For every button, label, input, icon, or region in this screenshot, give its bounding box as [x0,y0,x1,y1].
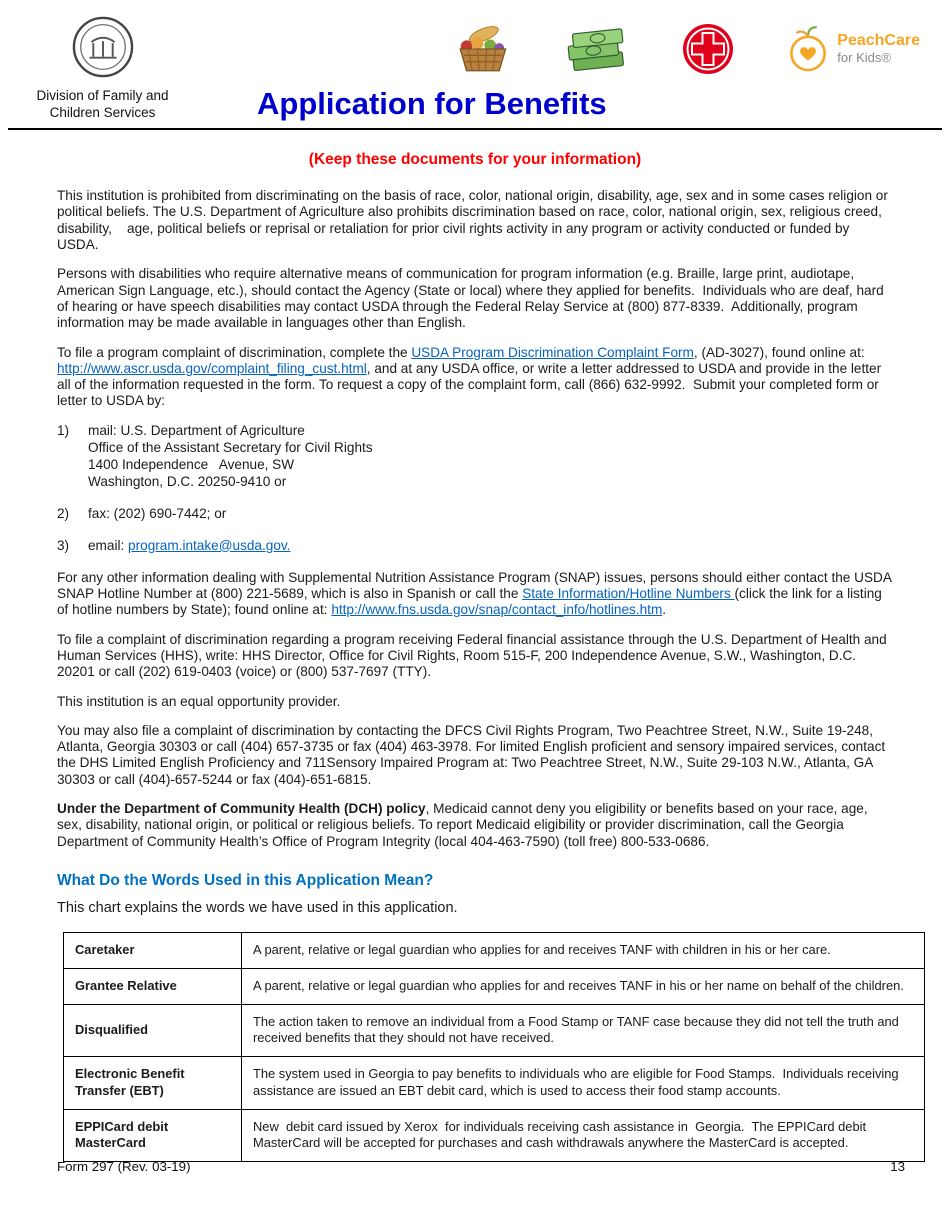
header-divider [8,128,942,130]
definition-text: The action taken to remove an individual from a Food Stamp or TANF case because they did not tell the truth and received benefits that they should not have received. [253,1013,903,1046]
table-row [64,1004,925,1057]
definition-cell [242,1004,925,1057]
table-row [64,968,925,1004]
equal-opportunity-line [57,694,893,710]
definition-cell [242,1109,925,1162]
address-line-3: 1400 Independence Avenue, SW [88,456,295,472]
peachcare-wordmark-line1: PeachCare [837,32,920,50]
ascr-usda-url-link[interactable]: http://www.ascr.usda.gov/complaint_filing_cust.html [57,360,367,376]
peachcare-wordmark [837,32,920,65]
complaint-text-1: To file a program complaint of discrimination, complete the [57,344,412,360]
cash-bills-icon [563,24,629,74]
definition-text: New debit card issued by Xerox for individuals receiving cash assistance in Georgia. The EPPICard debit MasterCard will be accepted for purchases and cash withdrawals anywhere the MasterCard is accepted. [253,1118,870,1151]
usda-email-line [88,538,290,555]
address-line-1: mail: U.S. Department of Agriculture [88,422,305,438]
definition-cell [242,933,925,969]
usda-submission-list [57,423,893,555]
definition-text: The system used in Georgia to pay benefits to individuals who are eligible for Food Stamps. Individuals receiving assistance are issued an EBT debit card, which is used to access their food stamp accounts. [253,1066,903,1098]
table-row [64,1109,925,1162]
term-text: EPPICard debit MasterCard [75,1118,172,1151]
page-footer [57,1159,905,1174]
groceries-basket-icon [453,21,511,77]
term-cell [64,1004,242,1057]
table-row [64,933,925,969]
complaint-text-3: , and at any USDA office, or write a letter addressed to USDA and provide in the letter all of the information requested in the form. To request a copy of the complaint form, call (866) 632-9992. Submit your completed form or letter to USDA by: [57,360,885,409]
term-cell [64,1057,242,1110]
definitions-table [63,932,925,1162]
disabilities-paragraph [57,266,893,331]
usda-mail-item [57,423,893,491]
term-cell [64,1109,242,1162]
term-cell [64,933,242,969]
usda-mail-address [88,423,373,491]
list-number-2: 2) [57,505,70,521]
complaint-filing-paragraph [57,345,893,410]
disabilities-text: Persons with disabilities who require alternative means of communication for program information (e.g. Braille, large print, audiotape, American Sign Language, etc.), should contact the Agency (State or local) where they applied for benefits. Individuals who are deaf, hard of hearing or have speech disabilities may contact USDA through the Federal Relay Service at (800) 877-8339. Additionally, program information may be made available in languages other than English. [57,266,888,331]
state-hotline-link[interactable]: State Information/Hotline Numbers [522,585,735,601]
snap-text-2: (click the link for a listing of hotline numbers by State); found online at: [57,585,886,618]
term-text: Caretaker [75,942,135,958]
medical-cross-icon [681,22,735,76]
form-number: Form 297 (Rev. 03-19) [57,1159,191,1174]
table-row [64,1057,925,1110]
peachcare-peach-icon [787,25,829,73]
usda-email-label: email: [88,537,129,553]
usda-complaint-form-link[interactable]: USDA Program Discrimination Complaint Form [411,344,694,360]
dfcs-text: You may also file a complaint of discrimination by contacting the DFCS Civil Rights Program, Two Peachtree Street, N.W., Suite 19-248, Atlanta, Georgia 30303 or call (404) 657-3735 or fax (404) 463-3978. For limited English proficient and sensory impaired services, contact the DHS Limited English Proficiency and 711Sensory Impaired Program at: Two Peachtree Street, N.W., Suite 29-103 N.W., Atlanta, GA 30303 or call (404)-657-5244 or fax (404)-651-6815. [57,722,889,787]
complaint-text-2: , (AD-3027), found online at: [693,344,869,360]
list-number-3: 3) [57,537,70,553]
term-cell [64,968,242,1004]
definition-text: A parent, relative or legal guardian who applies for and receives TANF in his or her name on behalf of the children. [253,977,904,993]
nondiscrimination-text: This institution is prohibited from discriminating on the basis of race, color, national origin, disability, age, sex and in some cases religion or political beliefs. The U.S. Department of Agriculture also prohibits discrimination based on race, color, national origin, sex, religious creed, disability, age, political beliefs or reprisal or retaliation for prior civil rights activity in any program or activity conducted or funded by USDA. [57,188,892,252]
hhs-text: To file a complaint of discrimination regarding a program receiving Federal financial assistance through the U.S. Department of Health and Human Services (HHS), write: HHS Director, Office for Civil Rights, Room 515-F, 200 Independence Avenue, S.W., Washington, D.C. 20201 or call (202) 619-0403 (voice) or (800) 537-7697 (TTY). [57,631,891,680]
definitions-intro: This chart explains the words we have used in this application. [57,900,458,917]
dch-policy-lead: Under the Department of Community Health (DCH) policy [57,801,426,817]
peachcare-wordmark-line2: for Kids® [837,49,891,65]
document-body [0,151,950,1162]
address-line-2: Office of the Assistant Secretary for Civil Rights [88,439,373,455]
snap-text-1: For any other information dealing with Supplemental Nutrition Assistance Program (SNAP) issues, persons should either contact the USDA SNAP Hotline Number at (800) 221-5689, which is also in Spanish or call the [57,569,895,601]
usda-email-item [57,538,893,555]
peachcare-logo [787,25,920,73]
agency-name [0,88,205,122]
term-text: Grantee Relative [75,977,177,993]
page-header [0,0,950,128]
definitions-heading: What Do the Words Used in this Application Mean? [57,872,434,890]
header-icons-row [205,12,950,86]
dfcs-civil-rights-paragraph [57,723,893,788]
header-main [205,12,950,128]
agency-name-line1: Division of Family and [36,88,169,103]
dch-policy-paragraph [57,801,893,850]
agency-block [0,12,205,128]
usda-fax-item [57,506,893,523]
usda-email-link[interactable]: program.intake@usda.gov. [128,537,291,553]
usda-fax-text: fax: (202) 690-7442; or [88,505,227,521]
equal-opportunity-text: This institution is an equal opportunity provider. [57,693,341,709]
dch-policy-text: , Medicaid cannot deny you eligibility or benefits based on your race, age, sex, disability, national origin, or political or religious beliefs. To report Medicaid eligibility or provider discrimination, call the Georgia Department of Community Health’s Office of Program Integrity (local 404-463-7590) (toll free) 800-533-0686. [57,801,872,849]
page-number: 13 [890,1159,905,1174]
hhs-complaint-paragraph [57,632,893,681]
definition-cell [242,968,925,1004]
term-text: Electronic Benefit Transfer (EBT) [75,1066,189,1098]
definition-text: A parent, relative or legal guardian who applies for and receives TANF with children in his or her care. [253,942,831,958]
term-text: Disqualified [75,1021,149,1037]
agency-name-line2: Children Services [49,104,156,120]
list-number-1: 1) [57,422,70,438]
snap-info-paragraph [57,570,893,619]
snap-text-3: . [662,602,667,618]
georgia-seal-logo [72,16,134,78]
fns-hotlines-url-link[interactable]: http://www.fns.usda.gov/snap/contact_info/hotlines.htm [331,602,663,618]
page-title: Application for Benefits [257,86,607,121]
address-line-4: Washington, D.C. 20250-9410 or [88,473,287,489]
nondiscrimination-paragraph [57,188,893,253]
keep-documents-notice: (Keep these documents for your information) [308,151,642,168]
definition-cell [242,1057,925,1110]
